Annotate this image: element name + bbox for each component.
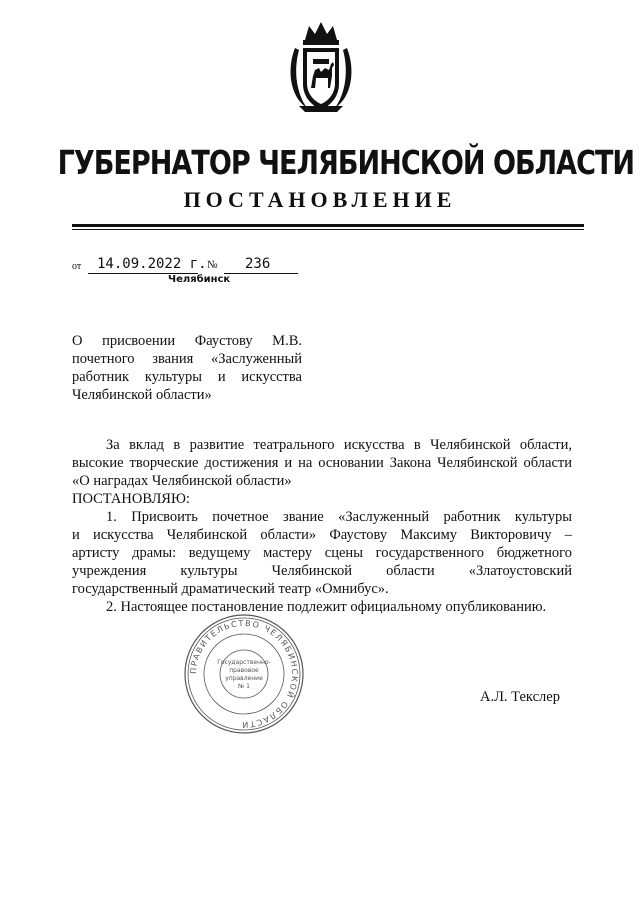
item2-line: 2. Настоящее постановление подлежит официальному опубликованию. [106,599,547,615]
item1-line: 1. Присвоить почетное звание «Заслуженный работник культуры [106,509,572,525]
stamp-inner-line: правовое [229,667,259,674]
item1-line: государственный драматический театр «Омнибус». [72,581,389,597]
document-date: 14.09.2022 г. [97,256,207,272]
date-prefix-label: от [72,261,82,272]
subject-line: О присвоении Фаустову М.В. [72,333,302,349]
document-type: ПОСТАНОВЛЕНИЕ [183,187,457,212]
coat-of-arms-emblem [285,18,357,114]
document-body [72,436,572,616]
city-label: Челябинск [168,274,231,285]
preamble-line: За вклад в развитие театрального искусства в Челябинской области, [106,437,572,453]
governor-title: ГУБЕРНАТОР ЧЕЛЯБИНСКОЙ ОБЛАСТИ [57,143,635,182]
document-subject [72,332,302,404]
stamp-outer-text: ПРАВИТЕЛЬСТВО ЧЕЛЯБИНСКОЙ ОБЛАСТИ [188,618,300,730]
decree-word: ПОСТАНОВЛЯЮ: [72,491,190,507]
subject-line: работник культуры и искусства [72,369,302,385]
subject-line: почетного звания «Заслуженный [72,351,302,367]
stamp-inner-line: управление [225,675,263,682]
number-label: № [207,259,218,271]
header-rule-thin [72,229,584,230]
item1-line: учреждения культуры Челябинской области «Златоустовский [72,563,572,579]
header-rule-thick [72,224,584,227]
stamp-inner-line: Государственно- [217,659,271,666]
number-underline [224,273,298,274]
item1-line: и искусства Челябинской области» Фаустову Максиму Викторовичу – [72,527,572,543]
preamble-line: высокие творческие достижения и на основании Закона Челябинской области [72,455,572,471]
stamp-inner-line: № 1 [238,683,250,690]
item1-line: артисту драмы: ведущему мастеру сцены государственного бюджетного [72,545,572,561]
signature-name: А.Л. Текслер [480,689,560,705]
document-number: 236 [245,256,271,272]
subject-line: Челябинской области» [72,387,212,403]
preamble-line: «О наградах Челябинской области» [72,473,292,489]
official-stamp [182,612,306,736]
